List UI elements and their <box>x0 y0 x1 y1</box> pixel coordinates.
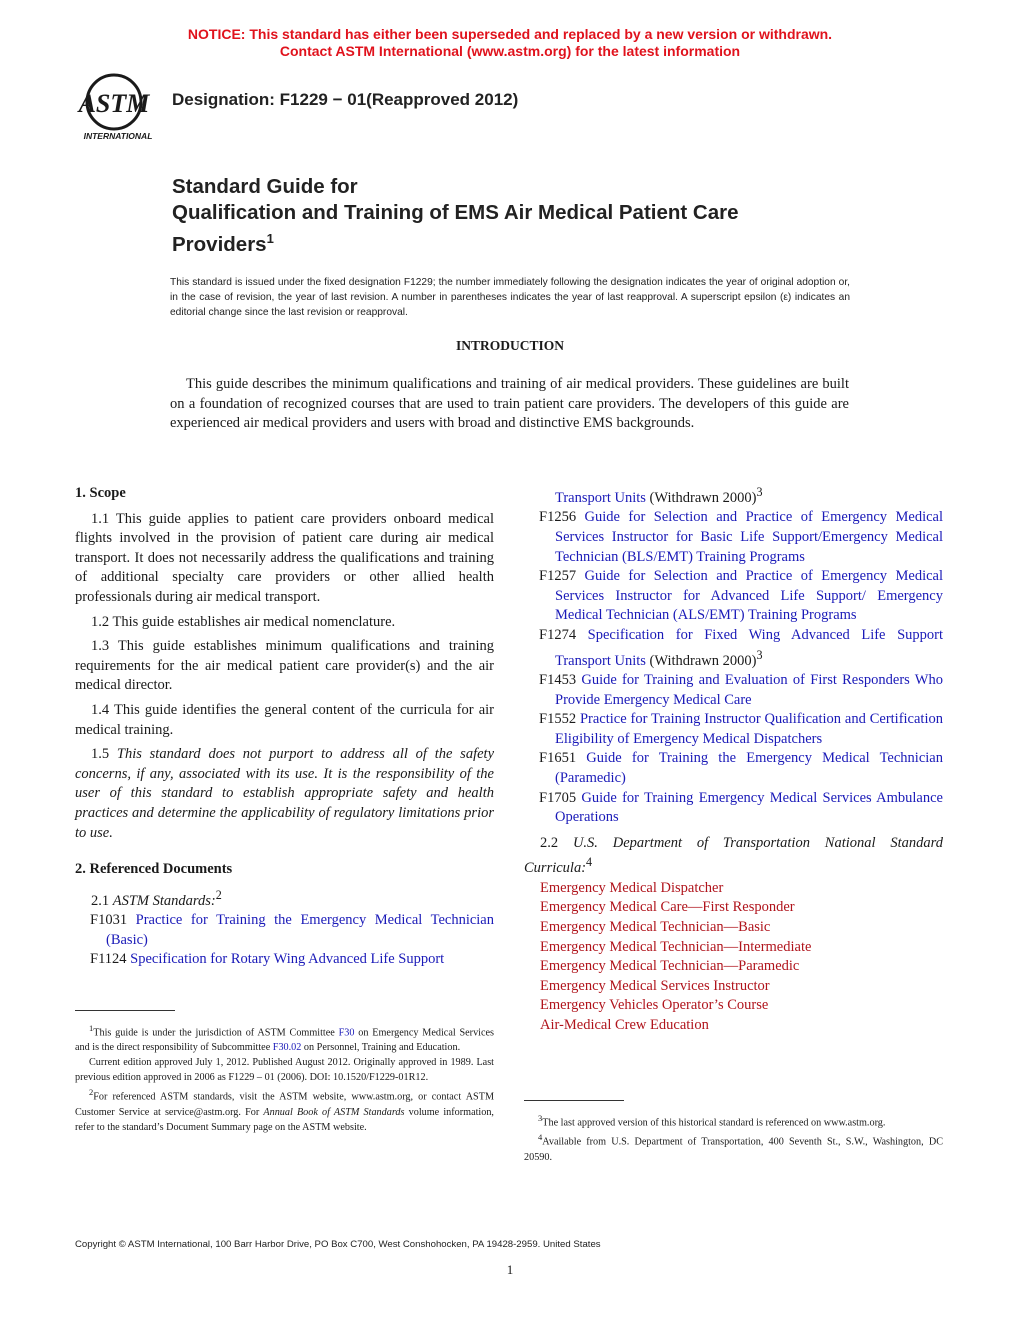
ref-f1031-link[interactable]: Practice for Training the Emergency Medical Technician (Basic) <box>106 912 494 948</box>
ref-f1256-link[interactable]: Guide for Selection and Practice of Emergency Medical Services Instructor for Basic Life Support/Emergency Medical Technician (BLS/EMT) Training Programs <box>555 509 943 565</box>
notice-line-2: Contact ASTM International (www.astm.org) for the latest information <box>279 43 741 59</box>
astm-standards-subheading: 2.1 ASTM Standards:$^2$ <box>91 887 222 909</box>
referenced-heading: 2. Referenced Documents <box>75 861 233 878</box>
ref-f1124: F1124 Specification for Rotary Wing Advanced Life Support <box>90 951 445 968</box>
curriculum-item[interactable]: Emergency Medical Technician—Intermediate <box>540 938 812 955</box>
footnotes-left <box>75 1021 494 1135</box>
scope-1-5: 1.5 This standard does not purport to address all of the safety concerns, if any, associated with its use. It is the responsibility of the user of this standard to establish appropriate safety and health practices and determine the applicability of regulatory limitations prior to use. <box>75 746 495 841</box>
page-number: 1 <box>506 1262 514 1277</box>
logo-subtext: INTERNATIONAL <box>83 131 153 141</box>
footnote-1: $^1$This guide is under the jurisdiction of ASTM Committee F30 on Emergency Medical Services and is the direct responsibility of Subcommittee F30.02 on Personnel, Training and Education. <box>75 1023 494 1054</box>
ref-f1124-link[interactable]: Specification for Rotary Wing Advanced Life Support <box>130 951 445 968</box>
ref-f1705: F1705 Guide for Training Emergency Medical Services Ambulance Operations <box>539 789 943 826</box>
ref-f1256: F1256 Guide for Selection and Practice of Emergency Medical Services Instructor for Basic Life Support/Emergency Medical Technician (BLS/EMT) Training Programs <box>539 509 943 565</box>
title-footnote-mark[interactable]: 1 <box>266 231 274 246</box>
introduction-text: This guide describes the minimum qualifications and training of air medical providers. These guidelines are built on a foundation of recognized courses that are used to train patient care providers. The developers of this guide are experienced air medical providers and users with broad and distinctive EMS backgrounds. <box>170 376 849 431</box>
ref-f1453: F1453 Guide for Training and Evaluation of First Responders Who Provide Emergency Medical Care <box>539 672 943 708</box>
ref-f1124-continued: Transport Units (Withdrawn 2000)$^3$ <box>555 485 763 506</box>
footnote-rule-left <box>75 1010 175 1011</box>
copyright-line: Copyright © ASTM International, 100 Barr Harbor Drive, PO Box C700, West Conshohocken, PA 19428-2959. United States <box>75 1239 601 1250</box>
ref-f1257-link[interactable]: Guide for Selection and Practice of Emergency Medical Services Instructor for Advanced Life Support/ Emergency Medical Technician (ALS/EMT) Training Programs <box>555 568 943 624</box>
curriculum-item[interactable]: Emergency Vehicles Operator’s Course <box>540 997 769 1014</box>
document-title <box>172 174 872 258</box>
introduction-heading: INTRODUCTION <box>455 338 564 353</box>
left-column <box>75 484 494 970</box>
subcommittee-f30-02-link[interactable]: F30.02 <box>272 1042 302 1054</box>
designation: Designation: F1229 − 01(Reapproved 2012) <box>172 90 519 109</box>
title-line-3: Providers$^1$ <box>172 231 274 256</box>
curriculum-item[interactable]: Emergency Medical Technician—Paramedic <box>540 958 800 975</box>
astm-logo-icon <box>74 72 164 144</box>
logo-text: ASTM <box>78 89 150 118</box>
curriculum-item[interactable]: Emergency Medical Technician—Basic <box>540 918 771 935</box>
ref-f1257: F1257 Guide for Selection and Practice of Emergency Medical Services Instructor for Advanced Life Support/ Emergency Medical Technician (ALS/EMT) Training Programs <box>539 568 943 624</box>
curriculum-item[interactable]: Emergency Medical Care—First Responder <box>540 899 795 916</box>
scope-1-2: 1.2 This guide establishes air medical nomenclature. <box>91 613 396 630</box>
notice-line-1: NOTICE: This standard has either been superseded and replaced by a new version or withdrawn. <box>187 26 833 42</box>
ref-f1124-link-cont[interactable]: Transport Units <box>555 489 646 506</box>
supersede-notice <box>0 26 1020 60</box>
footnote-1-edition: Current edition approved July 1, 2012. Published August 2012. Originally approved in 1989. Last previous edition approved in 2006 as F1229 – 01 (2006). DOI: 10.1520/F1229-01R12. <box>75 1057 494 1084</box>
footnote-3: $^3$The last approved version of this historical standard is referenced on www.astm.org. <box>538 1113 886 1129</box>
committee-f30-link[interactable]: F30 <box>338 1027 355 1039</box>
issuance-statement: This standard is issued under the fixed designation F1229; the number immediately following the designation indicates the year of original adoption or, in the case of revision, the year of last revision. A number in parentheses indicates the year of last reapproval. A superscript epsilon (ε) indicates an editorial change since the last revision or reapproval. <box>170 277 850 318</box>
ref-f1651: F1651 Guide for Training the Emergency Medical Technician (Paramedic) <box>539 750 943 786</box>
ref-f1274-link[interactable]: Specification for Fixed Wing Advanced Life Support Transport Units <box>555 626 943 669</box>
footnote-rule-right <box>524 1100 624 1101</box>
footnote-2: $^2$For referenced ASTM standards, visit the ASTM website, www.astm.org, or contact ASTM Customer Service at service@astm.org. For Annual Book of ASTM Standards volume information, refer to the standard’s Document Summary page on the ASTM website. <box>75 1087 494 1133</box>
dot-curricula-subheading: 2.2 U.S. Department of Transportation National Standard Curricula:$^4$ <box>524 834 944 877</box>
ref-f1453-link[interactable]: Guide for Training and Evaluation of First Responders Who Provide Emergency Medical Care <box>555 672 943 708</box>
scope-heading: 1. Scope <box>75 485 126 501</box>
ref-f1274: F1274 Specification for Fixed Wing Advanced Life Support Transport Units (Withdrawn 2000)$^3$ <box>539 626 943 669</box>
title-line-1: Standard Guide for <box>172 175 358 198</box>
ref-f1651-link[interactable]: Guide for Training the Emergency Medical Technician (Paramedic) <box>555 750 943 786</box>
footnotes-right <box>524 1111 943 1165</box>
footnote-4: $^4$Available from U.S. Department of Transportation, 400 Seventh St., S.W., Washington, DC 20590. <box>524 1132 943 1163</box>
ref-f1031: F1031 Practice for Training the Emergency Medical Technician (Basic) <box>90 912 494 948</box>
curriculum-item[interactable]: Air-Medical Crew Education <box>540 1016 709 1033</box>
right-column <box>524 483 943 1036</box>
ref-f1552-link[interactable]: Practice for Training Instructor Qualification and Certification Eligibility of Emergency Medical Dispatchers <box>555 711 943 747</box>
title-line-2: Qualification and Training of EMS Air Medical Patient Care <box>172 201 739 224</box>
curriculum-item[interactable]: Emergency Medical Dispatcher <box>540 879 724 896</box>
ref-f1705-link[interactable]: Guide for Training Emergency Medical Services Ambulance Operations <box>555 789 943 826</box>
ref-f1552: F1552 Practice for Training Instructor Qualification and Certification Eligibility of Emergency Medical Dispatchers <box>539 711 943 747</box>
scope-1-4: 1.4 This guide identifies the general content of the curricula for air medical training. <box>75 701 494 738</box>
curriculum-item[interactable]: Emergency Medical Services Instructor <box>540 977 770 994</box>
scope-1-1: 1.1 This guide applies to patient care providers onboard medical flights involved in the provision of patient care during air medical transport. It does not necessarily address the qualifications and training of additional specialty care providers or other allied health professionals during air medical transport. <box>75 510 494 605</box>
scope-1-3: 1.3 This guide establishes minimum qualifications and training requirements for the air medical patient care provider(s) and the air medical director. <box>75 638 494 694</box>
astm-logo <box>74 72 164 144</box>
